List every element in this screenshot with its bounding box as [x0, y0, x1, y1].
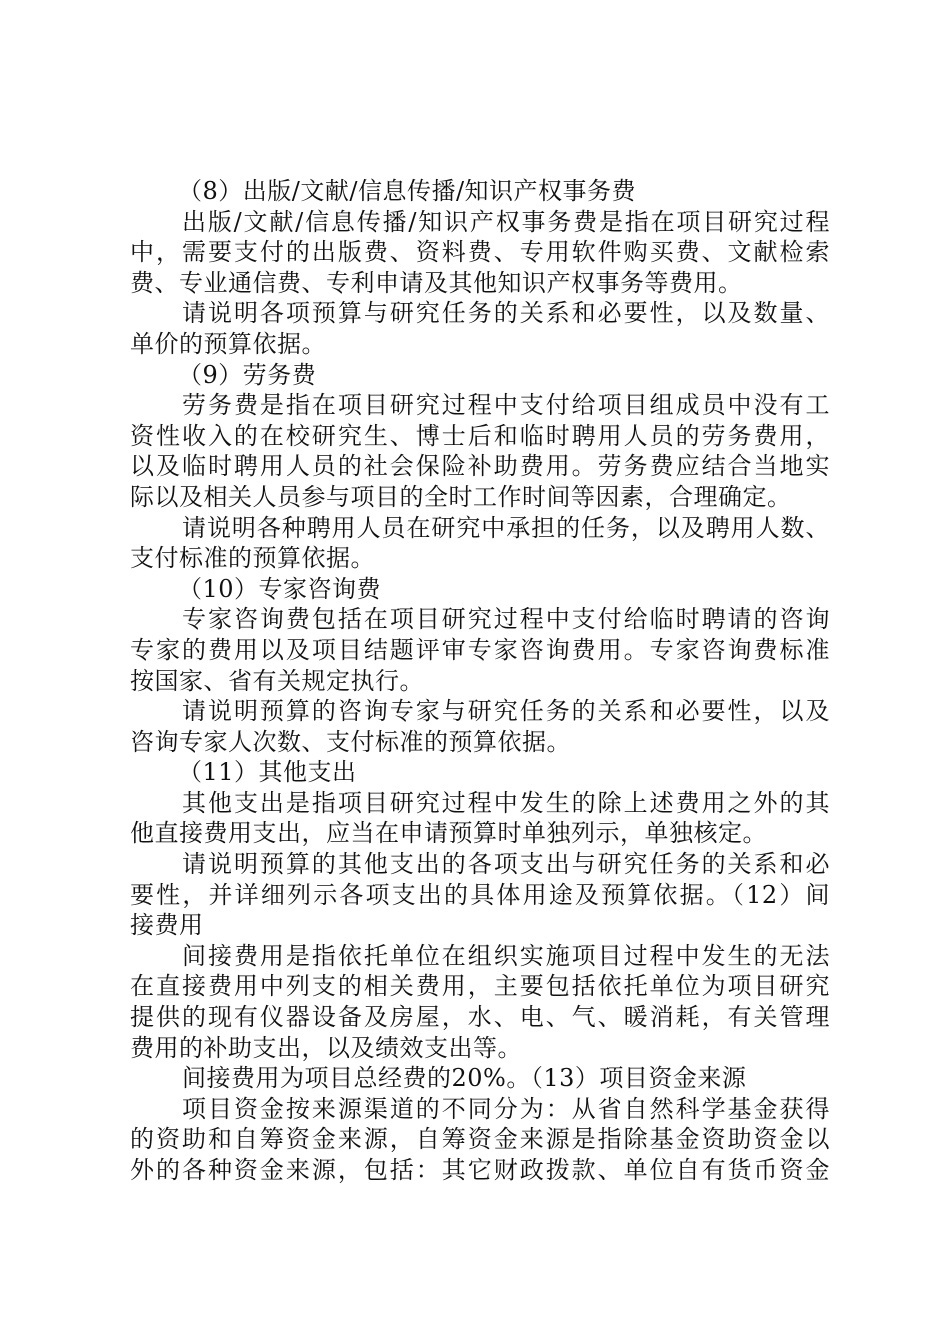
- text-line: 出版/文献/信息传播/知识产权事务费是指在项目研究过程: [182, 207, 830, 236]
- text-line: 其他支出是指项目研究过程中发生的除上述费用之外的其: [182, 788, 830, 817]
- text-line: 间接费用为项目总经费的20%。（13）项目资金来源: [182, 1064, 747, 1093]
- text-line: 中，需要支付的出版费、资料费、专用软件购买费、文献检索: [130, 238, 830, 267]
- text-line: 请说明各种聘用人员在研究中承担的任务，以及聘用人数、: [182, 513, 830, 542]
- text-line: 外的各种资金来源，包括：其它财政拨款、单位自有货币资金: [130, 1156, 830, 1184]
- section-heading: （9）劳务费: [178, 360, 317, 389]
- text-line: 费、专业通信费、专利申请及其他知识产权事务等费用。: [130, 268, 743, 297]
- text-line: 支付标准的预算依据。: [130, 544, 375, 573]
- text-line: 项目资金按来源渠道的不同分为：从省自然科学基金获得: [182, 1094, 830, 1123]
- text-line: 专家咨询费包括在项目研究过程中支付给临时聘请的咨询: [182, 605, 830, 634]
- section-heading: （10）专家咨询费: [178, 574, 382, 603]
- text-line: 资性收入的在校研究生、博士后和临时聘用人员的劳务费用，: [130, 421, 830, 450]
- section-heading: （11）其他支出: [178, 758, 357, 787]
- text-line: 他直接费用支出，应当在申请预算时单独列示，单独核定。: [130, 819, 767, 848]
- document-body: [130, 176, 830, 1186]
- text-line: 按国家、省有关规定执行。: [130, 666, 424, 695]
- text-line: 请说明预算的其他支出的各项支出与研究任务的关系和必: [182, 850, 830, 879]
- text-line: 劳务费是指在项目研究过程中支付给项目组成员中没有工: [182, 391, 830, 420]
- text-line: 接费用: [130, 911, 204, 940]
- text-line: 请说明各项预算与研究任务的关系和必要性，以及数量、: [182, 299, 830, 328]
- text-line: 际以及相关人员参与项目的全时工作时间等因素，合理确定。: [130, 482, 792, 511]
- text-line: 在直接费用中列支的相关费用，主要包括依托单位为项目研究: [130, 972, 830, 1001]
- text-line: 要性，并详细列示各项支出的具体用途及预算依据。（12）间: [130, 880, 830, 909]
- text-line: 专家的费用以及项目结题评审专家咨询费用。专家咨询费标准: [130, 635, 830, 664]
- text-line: 间接费用是指依托单位在组织实施项目过程中发生的无法: [182, 941, 830, 970]
- text-line: 的资助和自筹资金来源，自筹资金来源是指除基金资助资金以: [130, 1125, 830, 1154]
- text-line: 提供的现有仪器设备及房屋，水、电、气、暖消耗，有关管理: [130, 1003, 830, 1032]
- section-heading: （8）出版/文献/信息传播/知识产权事务费: [178, 177, 637, 205]
- text-line: 费用的补助支出，以及绩效支出等。: [130, 1033, 522, 1062]
- text-line: 单价的预算依据。: [130, 329, 326, 358]
- text-line: 以及临时聘用人员的社会保险补助费用。劳务费应结合当地实: [130, 452, 830, 481]
- text-line: 请说明预算的咨询专家与研究任务的关系和必要性，以及: [182, 697, 830, 726]
- text-line: 咨询专家人次数、支付标准的预算依据。: [130, 727, 571, 756]
